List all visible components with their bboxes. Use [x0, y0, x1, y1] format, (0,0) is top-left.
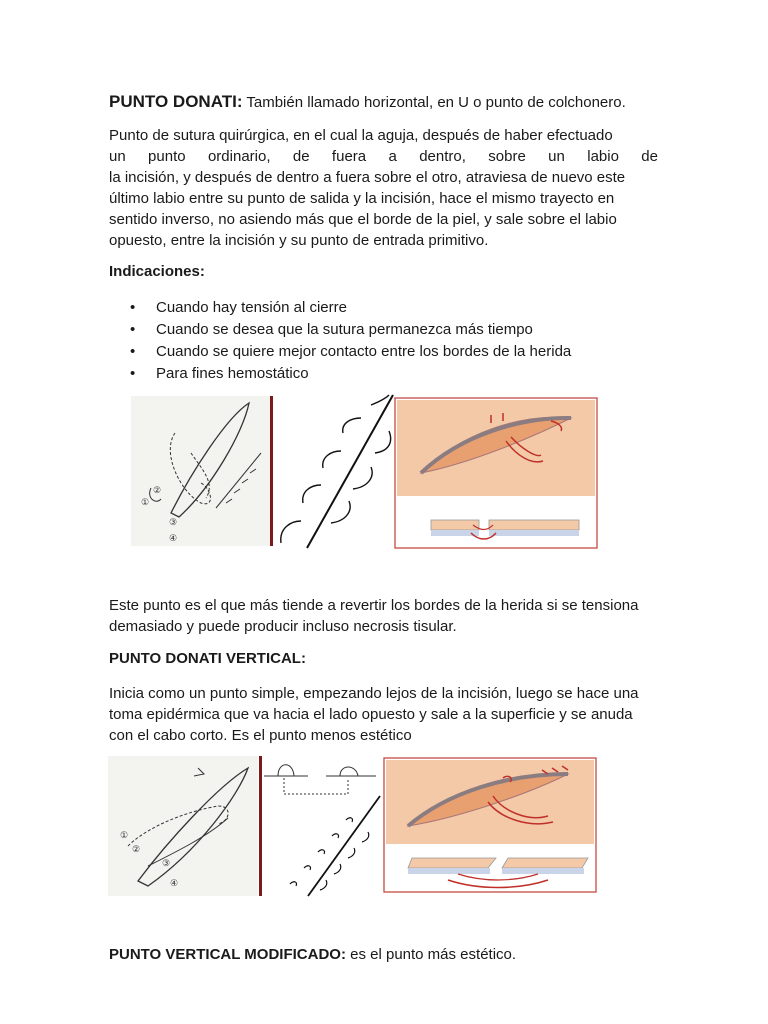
donati-description — [109, 125, 658, 251]
sketch-panel — [131, 396, 271, 546]
vertical-line: Inicia como un punto simple, empezando lejos de la incisión, luego se hace una — [109, 685, 639, 702]
vertical-mattress-figure — [108, 756, 598, 898]
vertical-heading: PUNTO DONATI VERTICAL: — [109, 650, 306, 667]
modified-heading: PUNTO VERTICAL MODIFICADO: — [109, 946, 346, 963]
desc-line: Punto de sutura quirúrgica, en el cual la aguja, después de haber efectuado — [109, 127, 613, 144]
sketch-label: ② — [153, 485, 162, 495]
sketch-label: ④ — [170, 878, 179, 888]
modified-text: es el punto más estético. — [345, 946, 517, 963]
desc-line: la incisión, y después de dentro a fuera sobre el otro, atraviesa de nuevo este — [109, 169, 626, 186]
skin-rendering-panel — [395, 398, 597, 548]
stitch-line-panel — [281, 395, 393, 548]
vertical-line: toma epidérmica que va hacia el lado opuesto y sale a la superficie y se anuda — [109, 706, 633, 723]
vertical-line: con el cabo corto. Es el punto menos estético — [109, 727, 412, 744]
donati-note — [109, 595, 658, 637]
desc-line: un punto ordinario, de fuera a dentro, sobre un labio de — [109, 148, 658, 165]
sketch-label: ③ — [162, 858, 171, 868]
modified-line — [109, 946, 516, 963]
list-item: • Cuando se quiere mejor contacto entre los bordes de la herida — [130, 341, 571, 363]
divider — [259, 756, 262, 896]
sketch-label: ② — [132, 844, 141, 854]
stitch-cross-section-panel — [264, 765, 380, 896]
note-line: Este punto es el que más tiende a revertir los bordes de la herida si se tensiona — [109, 597, 639, 614]
sketch-panel — [108, 756, 258, 896]
sketch-label: ③ — [169, 517, 178, 527]
list-item: • Cuando se desea que la sutura permanezca más tiempo — [130, 319, 571, 341]
skin-rendering-panel — [384, 758, 596, 892]
divider — [270, 396, 273, 546]
indications-heading: Indicaciones: — [109, 263, 205, 280]
sketch-label: ① — [141, 497, 150, 507]
horizontal-mattress-figure — [131, 393, 598, 549]
list-item: • Cuando hay tensión al cierre — [130, 297, 571, 319]
desc-line: sentido inverso, no asiendo más que el borde de la piel, y sale sobre el labio — [109, 211, 617, 228]
vertical-description — [109, 683, 658, 746]
indications-list — [130, 297, 571, 385]
sketch-label: ④ — [169, 533, 178, 543]
donati-title: PUNTO DONATI: — [109, 92, 243, 111]
list-item: • Para fines hemostático — [130, 363, 571, 385]
desc-line: opuesto, entre la incisión y su punto de entrada primitivo. — [109, 232, 489, 249]
donati-title-line — [109, 92, 669, 112]
desc-line: último labio entre su punto de salida y la incisión, hace el mismo trayecto en — [109, 190, 615, 207]
note-line: demasiado y puede producir incluso necrosis tisular. — [109, 618, 457, 635]
sketch-label: ① — [120, 830, 129, 840]
donati-subtitle: También llamado horizontal, en U o punto de colchonero. — [242, 94, 626, 111]
